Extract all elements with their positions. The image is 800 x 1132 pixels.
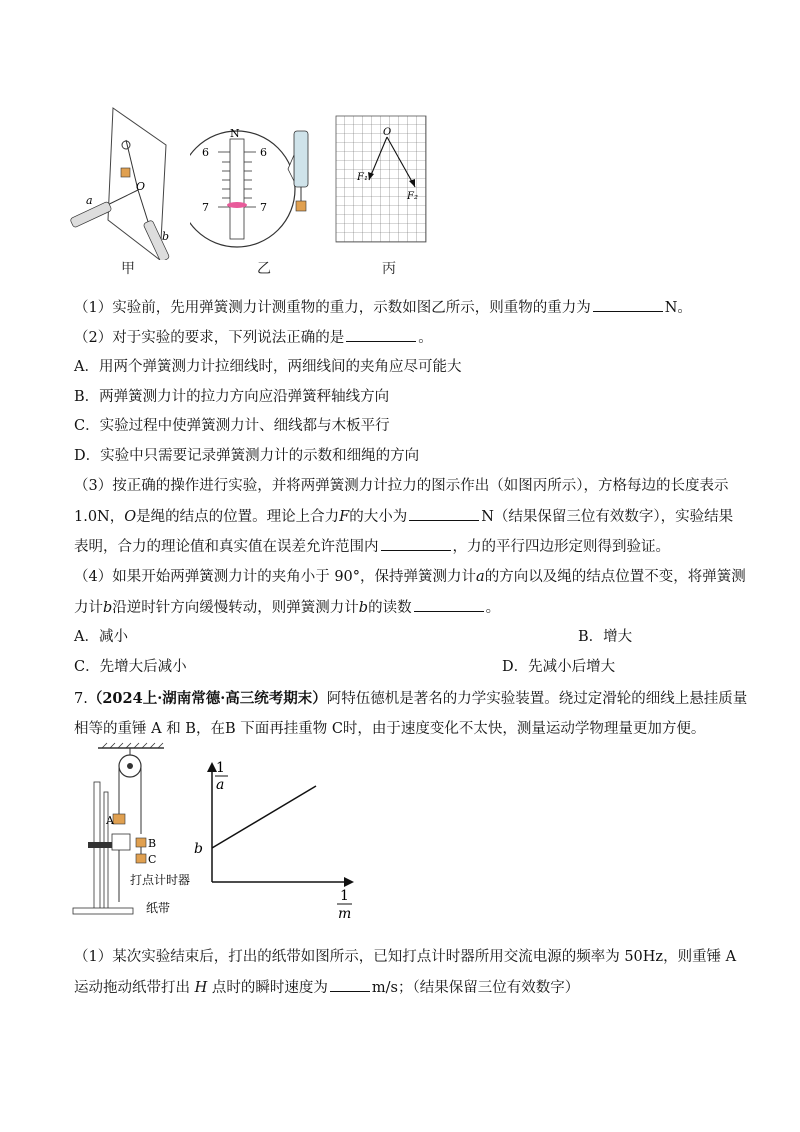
q7-part1-blank[interactable] xyxy=(330,977,370,992)
q6-part4-line1: （4）如果开始两弹簧测力计的夹角小于 90°，保持弹簧测力计a的方向以及绳的结点位置不变，将弹簧测 xyxy=(74,569,746,585)
yi-label-7-left: 7 xyxy=(202,201,209,214)
q6-part4-option-b[interactable]: B．增大 xyxy=(578,629,633,645)
q6-part1-blank[interactable] xyxy=(593,297,663,312)
q6-part3-line3: 表明，合力的理论值和真实值在误差允许范围内 ，力的平行四边形定则得到验证。 xyxy=(74,536,670,557)
q6-part4-option-c[interactable]: C．先增大后减小 xyxy=(74,659,187,675)
graph-y-numerator: 1 xyxy=(216,760,225,776)
yi-label-n: N xyxy=(230,127,240,140)
q6-part4-blank[interactable] xyxy=(414,597,484,612)
atwood-label-tape: 纸带 xyxy=(146,901,171,915)
graph-intercept-label: b xyxy=(194,841,203,857)
jia-label-o: O xyxy=(136,180,146,193)
atwood-label-c: C xyxy=(148,853,157,866)
q6-option-a[interactable]: A．用两个弹簧测力计拉细线时，两细线间的夹角应尽可能大 xyxy=(74,359,462,375)
q6-part2-blank[interactable] xyxy=(346,327,416,342)
q6-option-c[interactable]: C．实验过程中使弹簧测力计、细线都与木板平行 xyxy=(74,418,390,434)
graph-x-denominator: m xyxy=(338,906,352,922)
q7-part1-line2: 运动拖动纸带打出 H 点时的瞬时速度为 m/s；（结果保留三位有效数字） xyxy=(74,977,579,998)
figure-bing xyxy=(335,115,435,250)
q6-part1: （1）实验前，先用弹簧测力计测重物的重力，示数如图乙所示，则重物的重力为 N。 xyxy=(74,297,692,318)
graph-y-denominator: a xyxy=(216,777,225,793)
caption-bing: 丙 xyxy=(382,261,396,277)
figure-yi xyxy=(190,125,330,255)
graph-x-numerator: 1 xyxy=(340,888,349,904)
q6-part2: （2）对于实验的要求，下列说法正确的是 。 xyxy=(74,327,433,348)
atwood-label-timer: 打点计时器 xyxy=(130,873,191,887)
yi-label-6-left: 6 xyxy=(202,146,209,159)
yi-label-6-right: 6 xyxy=(260,146,267,159)
q6-option-b[interactable]: B．两弹簧测力计的拉力方向应沿弹簧秤轴线方向 xyxy=(74,389,390,405)
q6-option-d[interactable]: D．实验中只需要记录弹簧测力计的示数和细绳的方向 xyxy=(74,448,420,464)
bing-label-o: O xyxy=(383,127,392,138)
q7-part1-line1: （1）某次实验结束后，打出的纸带如图所示，已知打点计时器所用交流电源的频率为 50Hz，则重锤 A xyxy=(74,949,737,965)
yi-label-7-right: 7 xyxy=(260,201,267,214)
jia-label-a: a xyxy=(86,194,93,207)
q7-line1: 7.（2024上·湖南常德·高三统考期末）阿特伍德机是著名的力学实验装置。绕过定滑轮的细线上悬挂质量 xyxy=(74,690,748,707)
caption-jia: 甲 xyxy=(121,261,135,277)
q6-part3-line2: 1.0N，O是绳的结点的位置。理论上合力F的大小为 N（结果保留三位有效数字），实验结果 xyxy=(74,506,733,527)
atwood-label-b: B xyxy=(148,837,157,850)
bing-label-f2: F₂ xyxy=(407,191,418,202)
q6-part3-line1: （3）按正确的操作进行实验，并将两弹簧测力计拉力的图示作出（如图丙所示），方格每边的长度表示 xyxy=(74,478,729,494)
caption-yi: 乙 xyxy=(257,261,271,277)
q6-part4-option-d[interactable]: D．先减小后增大 xyxy=(502,659,616,675)
figure-jia xyxy=(68,100,178,260)
q6-part4-line2: 力计b沿逆时针方向缓慢转动，则弹簧测力计b的读数 。 xyxy=(74,597,500,618)
atwood-label-a: A xyxy=(106,814,114,827)
inverse-a-vs-inverse-m-graph xyxy=(190,756,360,924)
q6-part3-blank1[interactable] xyxy=(409,506,479,521)
q6-part4-option-a[interactable]: A．减小 xyxy=(74,629,128,645)
q6-part3-blank2[interactable] xyxy=(381,536,451,551)
q7-line2: 相等的重锤 A 和 B，在B 下面再挂重物 C时，由于速度变化不太快，测量运动学物理量更加方便。 xyxy=(74,721,706,737)
bing-label-f1: F₁ xyxy=(357,172,368,183)
jia-label-b: b xyxy=(162,230,170,243)
